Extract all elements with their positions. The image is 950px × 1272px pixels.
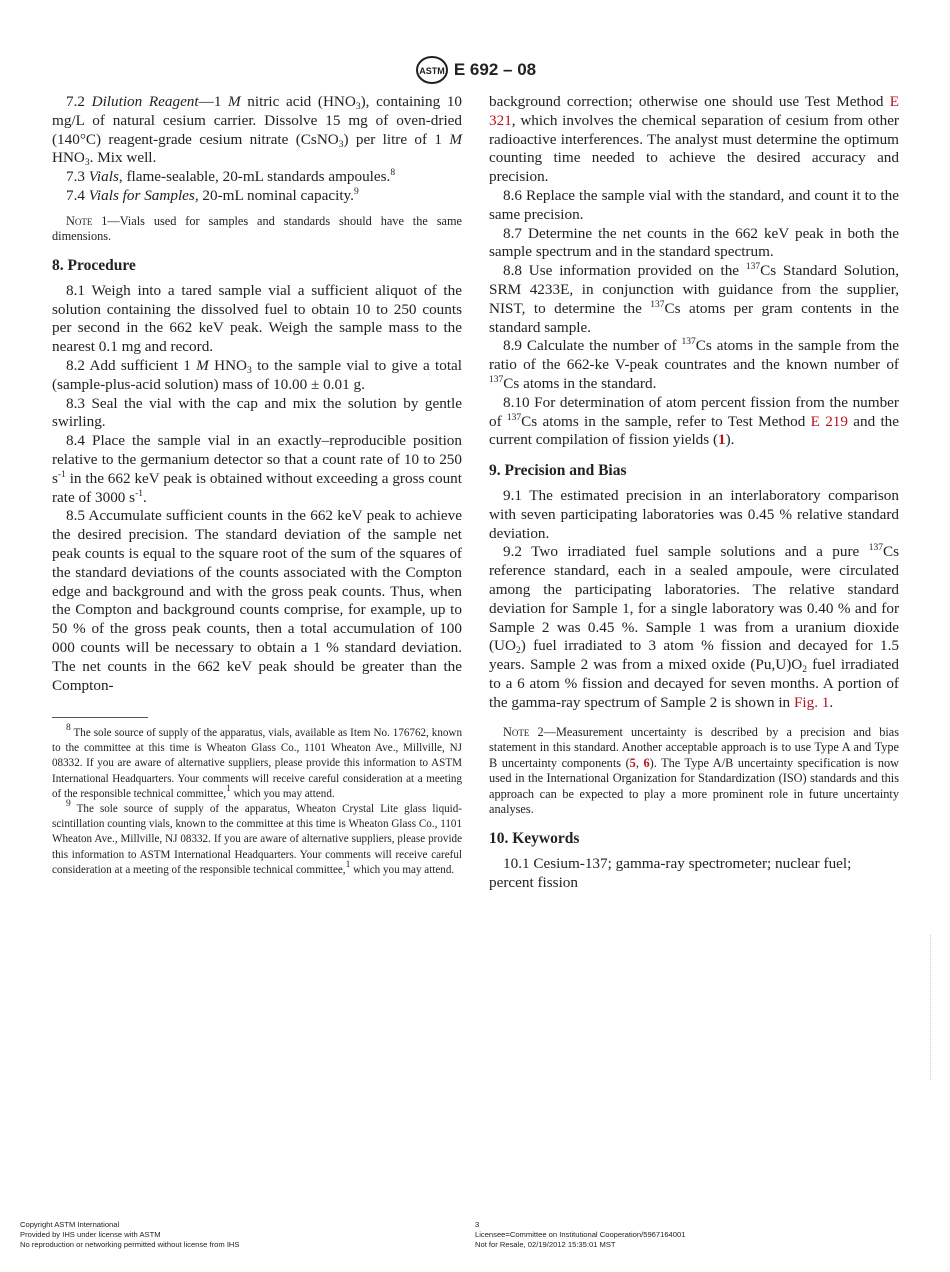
para-8-9: 8.9 Calculate the number of $^{137}$Cs atoms in the sample from the ratio of the 662-ke V-peak countrates and the known number of $^{137}$Cs atoms in the standard. (489, 337, 900, 392)
astm-logo-icon (414, 55, 450, 85)
footer-reproduction: No reproduction or networking permitted without license from IHS (20, 1240, 240, 1249)
footnote-divider (52, 717, 148, 718)
svg-text:ASTM: ASTM (419, 66, 445, 76)
note-2: Note 2—Measurement uncertainty is described by a precision and bias statement in this standard. Another acceptable approach is to use Type A and Type B uncertainty components (5, 6). The Type A/B uncertainty specification is now used in the International Organization for Standardization (ISO) standards and this approach can be expected to play a more prominent role in future uncertainty analyses. (489, 724, 899, 817)
footer-resale: Not for Resale, 02/19/2012 15:35:01 MST (475, 1240, 616, 1249)
footer-licensee: Licensee=Committee on Institutional Cooperation/5967164001 (475, 1230, 686, 1239)
para-8-3: 8.3 Seal the vial with the cap and mix the solution by gentle swirling. (52, 394, 462, 431)
ref-5-link[interactable]: 5 (629, 755, 636, 770)
footer-left (20, 1220, 239, 1250)
para-9-1: 9.1 The estimated precision in an interlaboratory comparison with seven participating laboratories was 0.45 % relative standard deviation. (489, 486, 899, 542)
para-7-3: 7.3 Vials, flame-sealable, 20-mL standards ampoules.$^8$ (66, 168, 396, 186)
ref-1-link[interactable]: 1 (718, 431, 726, 449)
para-8-5-continued: background correction; otherwise one should use Test Method E 321, which involves the chemical separation of cesium from other radioactive interferences. The analyst must determine the optimum counting time needed to achieve the desired accuracy and precision. (489, 93, 899, 186)
section-9-heading: 9. Precision and Bias (489, 462, 627, 480)
footer-license: Provided by IHS under license with ASTM (20, 1230, 161, 1239)
para-8-5: 8.5 Accumulate sufficient counts in the 662 keV peak to achieve the desired precision. The standard deviation of the sample net peak counts is equal to the square root of the sum of the squares of the standard deviations of the counts associated with the Compton edge and background and with the gross peak counts. Thus, when the Compton and background counts comprise, for example, up to 50 % of the gross peak counts, then a total accumulation of 100 000 counts will be necessary to obtain a 1 % standard deviation. The net counts in the 662 keV peak should be greater than the Compton- (52, 507, 462, 694)
section-8-heading: 8. Procedure (52, 256, 136, 274)
left-column (52, 93, 462, 695)
note-1: Note 1—Vials used for samples and standards should have the same dimensions. (52, 213, 462, 244)
footer-right (475, 1220, 685, 1250)
page-number: 3 (475, 1220, 480, 1229)
right-column (489, 93, 899, 892)
para-8-2: 8.2 Add sufficient 1 M $HNO_3$ to the sample vial to give a total (sample-plus-acid solution) mass of 10.00 ± 0.01 g. (52, 356, 463, 393)
section-10-heading: 10. Keywords (489, 830, 580, 848)
footer-copyright: Copyright ASTM International (20, 1220, 120, 1229)
ref-e321-link[interactable]: E 321 (489, 93, 899, 129)
page-header (0, 55, 950, 85)
standard-designation: E 692 – 08 (453, 60, 537, 79)
footnotes (52, 723, 462, 878)
ref-fig1-link[interactable]: Fig. 1 (793, 693, 830, 711)
para-9-2: 9.2 Two irradiated fuel sample solutions and a pure $^{137}$Cs reference standard, each in a sealed ampoule, were circulated among the participating laboratories. The relative standard deviation for Sample 1, for a single laboratory was 0.40 % and for Sample 2 was 0.45 %. Sample 1 was from a uranium dioxide $(UO_2)$ fuel irradiated to 3 atom % fission and decayed for 1.5 years. Sample 2 was from a mixed oxide $(Pu,U)O_2$ fuel irradiated to a 6 atom % fission and decayed for seven months. A portion of the gamma-ray spectrum of Sample 2 is shown in Fig. 1. (489, 543, 900, 711)
para-8-4: 8.4 Place the sample vial in an exactly–reproducible position relative to the germanium detector so that a count rate of 10 to 250 $s^{-1}$ in the 662 keV peak is obtained without exceeding a gross count rate of 3000 $s^{-1}$. (52, 432, 462, 506)
para-8-8: 8.8 Use information provided on the $^{137}$Cs Standard Solution, SRM 4233E, in conjunction with guidance from the supplier, NIST, to determine the $^{137}$Cs atoms per gram contents in the standard sample. (489, 262, 899, 336)
ref-6-link[interactable]: 6 (643, 755, 650, 770)
para-8-6: 8.6 Replace the sample vial with the standard, and count it to the same precision. (489, 186, 899, 223)
footnote-9: $^9$ The sole source of supply of the apparatus, Wheaton Crystal Lite glass liquid-scintillation counting vials, known to the committee at this time is Wheaton Glass Co., 1101 Wheaton Ave., Millville, NJ 08332. If you are aware of alternative suppliers, please provide this information to ASTM International Headquarters. Your comments will receive careful consideration at a meeting of the responsible technical committee,$^1$ which you may attend. (52, 799, 462, 876)
ref-e219-link[interactable]: E 219 (810, 412, 848, 430)
para-10-1: 10.1 Cesium-137; gamma-ray spectrometer; nuclear fuel; percent fission (489, 854, 852, 891)
footnote-8: $^8$ The sole source of supply of the apparatus, vials, available as Item No. 176762, known to the committee at this time is Wheaton Glass Co., 1101 Wheaton Ave., Millville, NJ 08332. If you are aware of alternative suppliers, please provide this information to ASTM International Headquarters. Your comments will receive careful consideration at a meeting of the responsible technical committee,$^1$ which you may attend. (52, 723, 462, 800)
para-7-4: 7.4 Vials for Samples, 20-mL nominal capacity.$^9$ (66, 186, 359, 204)
para-8-10: 8.10 For determination of atom percent fission from the number of $^{137}$Cs atoms in the sample, refer to Test Method E 219 and the current compilation of fission yields (1). (489, 393, 900, 449)
para-8-7: 8.7 Determine the net counts in the 662 keV peak in both the sample spectrum and in the standard spectrum. (489, 224, 899, 261)
edge-mark (930, 935, 934, 1080)
para-8-1: 8.1 Weigh into a tared sample vial a sufficient aliquot of the solution containing the dissolved fuel to obtain 10 to 250 counts per second in the 662 keV peak. Weigh the sample mass to the nearest 0.1 mg and record. (52, 281, 462, 356)
para-7-2: 7.2 Dilution Reagent—1 M nitric acid $(HNO_3)$, containing 10 mg/L of natural cesium carrier. Dissolve 15 mg of oven-dried (140°C) reagent-grade cesium nitrate (CsNO$_3$) per litre of 1 M $HNO_3$. Mix well. (52, 93, 463, 169)
